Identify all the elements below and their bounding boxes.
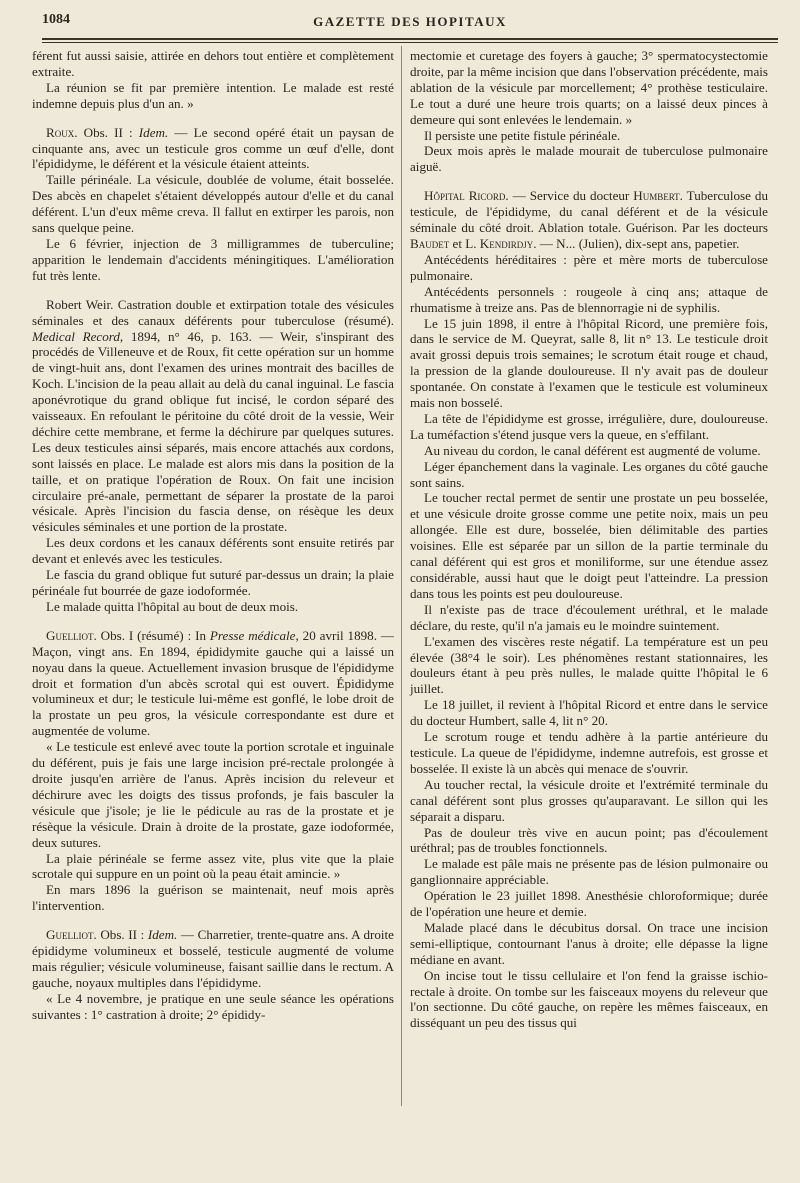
observation-hopital-ricord — [410, 188, 768, 252]
paragraph: Deux mois après le malade mourait de tuberculose pulmonaire aiguë. — [410, 143, 768, 175]
paragraph: Taille périnéale. La vésicule, doublée de volume, était bosselée. Des abcès en chapelet s'étaient développés autour d'elle et du canal déférent. L'un d'eux même creva. Il fallut en extirper les parois, non sans quelque peine. — [32, 172, 394, 236]
page-header — [42, 12, 778, 32]
paragraph: Le malade est pâle mais ne présente pas de lésion pulmonaire ou ganglionnaire appréciable. — [410, 856, 768, 888]
paragraph: La plaie périnéale se ferme assez vite, plus vite que la plaie scrotale qui suppure en un point où la peau était amincie. » — [32, 850, 394, 882]
doctor-name: Kendirdjy. — [479, 235, 537, 251]
doctor-name: Baudet — [410, 235, 450, 251]
paragraph: Opération le 23 juillet 1898. Anesthésie chloroformique; durée de l'opération une heure et demie. — [410, 888, 768, 920]
obs-text: — Charretier, trente-quatre ans. A droite épididyme volumineux et bosselé, testicule augmenté de volume mais régulier; vésicule volumineuse, faisant saillie dans le rectum. A gauche, noyaux multiples dans l'épididyme. — [32, 927, 394, 990]
paragraph: Le 6 février, injection de 3 milligrammes de tuberculine; apparition le lendemain d'accidents méningitiques. L'amélioration fut très lente. — [32, 235, 394, 283]
paragraph: Antécédents personnels : rougeole à cinq ans; attaque de rhumatisme à treize ans. Pas de blennorragie ni de syphilis. — [410, 283, 768, 315]
doctor-name: Humbert. — [633, 188, 683, 204]
journal-title: Medical Record — [32, 328, 120, 344]
hospital-name: Hôpital Ricord. — [424, 188, 509, 204]
paragraph: En mars 1896 la guérison se maintenait, neuf mois après l'intervention. — [32, 882, 394, 914]
running-title: GAZETTE DES HOPITAUX — [313, 14, 507, 29]
obs-text: , 1894, n° 46, p. 163. — Weir, s'inspirant des procédés de Villeneuve et de Roux, fit cette opération sur un homme de vingt-huit ans, dont l'examen des urines montrait des bacilles de Koch. L'incision de la peau allait au delà du canal inguinal. Le fascia aponévrotique du grand oblique fut incisé, le cordon séparé des vaisseaux. En refoulant le péritoine du côté droit de la vessie, Weir déchire cette membrane, et ferme la déchirure par quelques sutures. Les deux testicules ainsi séparés, mais encore attachés aux cordons, sont laissés en place. Le malade est alors mis dans la position de la taille, et on pratique l'opération de Roux. On fait une incision circulaire pré-anale, permettant de séparer la prostate de la paroi vésicale. Après l'incision du fascia dense, on résèque les deux vésicules séminales et une portion de la prostate. — [32, 328, 394, 535]
obs-text: , 20 avril 1898. — Maçon, vingt ans. En 1894, épididymite gauche qui a laissé un noyau dans la queue. Actuellement invasion brusque de l'épididyme droit et formation d'un abcès scrotal qui est ouvert. Épididyme volumineux et dur; le testicule lui-même est gonflé, le lobe droit de la prostate un peu gros, la vésicule correspondante est dure et augmentée de volume. — [32, 627, 394, 739]
paragraph: Au toucher rectal, la vésicule droite et l'extrémité terminale du canal déférent sont plus grosses qu'auparavant. Le sillon qui les séparait a disparu. — [410, 776, 768, 824]
paragraph: L'examen des viscères reste négatif. La température est un peu élevée (38°4 le soir). Les phénomènes restant stationnaires, les douleurs étant à peu près nulles, le malade quitte l'hôpital le 6 juillet. — [410, 633, 768, 697]
obs-label: Obs. II : — [77, 124, 139, 140]
paragraph: Antécédents héréditaires : père et mère morts de tuberculose pulmonaire. — [410, 251, 768, 283]
paragraph: La tête de l'épididyme est grosse, irrégulière, dure, douloureuse. La tuméfaction s'étend jusque vers la queue, en s'effilant. — [410, 410, 768, 442]
author-name: Guelliot. — [46, 627, 97, 643]
obs-text: Tuberculose du testicule, de l'épididyme, du canal déférent et de la vésicule séminale du côté droit. Ablation totale. Guérison. Par les docteurs — [410, 188, 768, 236]
obs-text: — Le second opéré était un paysan de cinquante ans, avec un testicule gros comme un œuf d'elle, dont l'épididyme, le déférent et la vésicule étaient atteints. — [32, 124, 394, 172]
obs-text: — Service du docteur — [508, 188, 634, 204]
observation-guelliot-2 — [32, 927, 394, 991]
obs-text: — N... (Julien), dix-sept ans, papetier. — [536, 235, 740, 251]
header-rule-thin — [42, 42, 778, 43]
author-name: Roux. — [46, 124, 78, 140]
paragraph: Le scrotum rouge et tendu adhère à la partie antérieure du testicule. La queue de l'épididyme, indemne autrefois, est grosse et bosselée. Il existe là un abcès qui menace de s'ouvrir. — [410, 729, 768, 776]
paragraph: Le fascia du grand oblique fut suturé par-dessus un drain; la plaie périnéale fut bourrée de gaze iodoformée. — [32, 567, 394, 598]
journal-title: Presse médicale — [209, 627, 296, 643]
paragraph: Au niveau du cordon, le canal déférent est augmenté de volume. — [424, 442, 761, 458]
paragraph: La réunion se fit par première intention. Le malade est resté indemne depuis plus d'un an. » — [32, 79, 394, 111]
obs-label: Obs. II : — [96, 927, 148, 943]
paragraph: Il n'existe pas de trace d'écoulement uréthral, et le malade déclare, du reste, qu'il n'a jamais eu le moindre suintement. — [410, 601, 768, 633]
paragraph: mectomie et curetage des foyers à gauche; 3° spermatocystectomie droite, par la même incision que dans l'observation précédente, mais ablation de la vésicule par morcellement; 4° prothèse testiculaire. Le tout a duré une heure trois quarts; on a laissé deux pinces à demeure qui sont enlevées le lendemain. » — [410, 48, 768, 127]
paragraph: « Le testicule est enlevé avec toute la portion scrotale et inguinale du déférent, puis je fais une large incision pré-rectale prolongée à droite jusqu'en arrière de l'anus. Après incision du releveur et déchirure avec les doigts des tissus profonds, je fais basculer la vésicule que j'isole; je lie le pédicule au ras de la prostate et je résèque la vésicule. Drain à droite de la prostate, gaze iodoformée, deux sutures. — [32, 739, 394, 850]
column-divider — [401, 46, 402, 1106]
obs-label: Obs. I (résumé) : In — [96, 627, 210, 643]
paragraph: Léger épanchement dans la vaginale. Les organes du côté gauche sont sains. — [410, 458, 768, 490]
obs-text: et L. — [449, 235, 480, 251]
paragraph: « Le 4 novembre, je pratique en une seule séance les opérations suivantes : 1° castration à droite; 2° épididy- — [32, 990, 394, 1022]
paragraph: Le toucher rectal permet de sentir une prostate un peu bosselée, et une vésicule droite grosse comme une petite noix, mais un peu allongée. Elle est dure, bosselée, bien délimitable des parties voisines. Elle est séparée par un sillon de la partie terminale du canal déférent qui est gros et moniliforme, sur une étendue assez considérable, aussi haut que le doigt peut l'atteindre. La pression dans tous les points est peu douloureuse. — [410, 490, 768, 601]
author-name: Guelliot. — [46, 927, 97, 943]
author-name: Robert Weir. — [46, 296, 114, 312]
obs-text: Castration double et extirpation totale des vésicules séminales et des canaux déférents pour tuberculose (résumé). — [32, 296, 395, 328]
paragraph: Le 18 juillet, il revient à l'hôpital Ricord et entre dans le service du docteur Humbert, salle 4, lit n° 20. — [410, 697, 768, 729]
observation-guelliot-1 — [32, 628, 394, 739]
paragraph: Malade placé dans le décubitus dorsal. On trace une incision semi-elliptique, contournant l'anus à droite; elle dépasse la ligne médiane en avant. — [410, 919, 768, 967]
paragraph: Il persiste une petite fistule périnéale. — [424, 127, 621, 143]
header-rule — [42, 38, 778, 40]
paragraph: Le 15 juin 1898, il entre à l'hôpital Ricord, une première fois, dans le service de M. Queyrat, salle 8, lit n° 13. Le testicule droit avait grossi depuis trois semaines; le scrotum était rouge et chaud, la pression de la glande douloureuse. Il n'y avait pas de douleur spontanée. On constate à l'examen que le testicule est volumineux mais non bosselé. — [410, 315, 768, 411]
idem: Idem. — [138, 124, 169, 140]
paragraph: férent fut aussi saisie, attirée en dehors tout entière et complètement extraite. — [32, 48, 394, 79]
paragraph: Les deux cordons et les canaux déférents sont ensuite retirés par devant et enlevés avec les testicules. — [32, 535, 394, 567]
left-column — [32, 48, 394, 1023]
paragraph: Pas de douleur très vive en aucun point; pas d'écoulement uréthral; pas de troubles fonctionnels. — [410, 824, 768, 856]
right-column — [410, 48, 768, 1031]
idem: Idem. — [147, 927, 178, 943]
observation-roux — [32, 125, 394, 173]
paragraph: On incise tout le tissu cellulaire et l'on fend la graisse ischio-rectale à droite. On tombe sur les faisceaux moyens du releveur que l'on sectionne. Du côté gauche, on repère les mêmes faisceaux, en disséquant un peu des tissus qui — [410, 967, 768, 1031]
page-number: 1084 — [42, 12, 70, 27]
paragraph: Le malade quitta l'hôpital au bout de deux mois. — [46, 598, 299, 614]
observation-weir — [32, 297, 394, 536]
